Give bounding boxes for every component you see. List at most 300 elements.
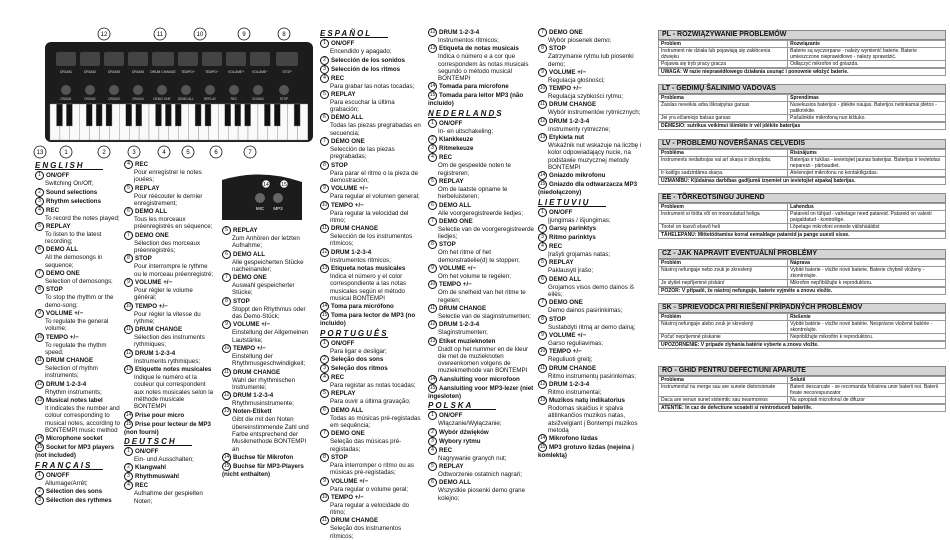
item-number: 11 xyxy=(321,225,328,232)
item-title: Buchse für Mikrofon xyxy=(233,454,294,462)
item-title: TEMPO +/− xyxy=(331,201,364,209)
item-title: DEMO ONE xyxy=(331,138,365,146)
item-number: 7 xyxy=(124,231,133,240)
deutsch-heading: DEUTSCH xyxy=(124,438,192,446)
item-description: All the demosongs in sequence; xyxy=(45,254,103,269)
item-description: Om het ritme of het demonstratielie(d) te stoppen; xyxy=(438,249,520,264)
item-title: Seleção dos ritmos xyxy=(331,365,388,373)
panel-button-label: STOP xyxy=(282,70,292,74)
item-number: 6 xyxy=(428,201,437,210)
item-number: 6 xyxy=(124,207,133,216)
list-item xyxy=(35,333,120,342)
item-description: Para grabar las notas tocadas; xyxy=(330,82,415,90)
list-item xyxy=(320,74,424,83)
item-number: 2 xyxy=(428,428,437,437)
list-item xyxy=(538,84,650,93)
list-item xyxy=(538,68,650,77)
table-row xyxy=(659,280,946,287)
item-description: Selectie van de voorgeregistreerde liedjes; xyxy=(438,225,534,241)
item-title: Socket for MP3 players (not included) xyxy=(35,444,115,460)
black-key xyxy=(106,104,112,126)
item-description: Allumage/Arrêt; xyxy=(45,479,88,487)
item-title: ON/OFF xyxy=(331,339,355,347)
item-title: DRUM CHANGE xyxy=(439,305,487,313)
list-item xyxy=(538,44,650,53)
table-cell: Nu apropiati microfonul de difuzor xyxy=(788,397,946,404)
item-number: 12 xyxy=(223,392,230,399)
item-description: Todas as músicas pré-registadas em sequência; xyxy=(330,414,421,430)
black-key xyxy=(96,104,102,126)
item-description: It indicates the number and colour corresponding to musical notes, according to BONTEMPI music method xyxy=(45,405,120,434)
panel-button-label: TEMPO− xyxy=(204,70,220,74)
list-item xyxy=(428,28,534,37)
item-title: Aansluiting voor MP3-lezer (niet ingesloten) xyxy=(428,384,534,400)
column-header: Risinājums xyxy=(788,150,946,157)
item-title: REPLAY xyxy=(46,223,71,231)
item-number: 11 xyxy=(429,304,436,311)
table-row xyxy=(659,157,946,170)
item-description: Alle gespeicherten Stücke nacheinander; xyxy=(232,258,304,273)
list-item xyxy=(35,471,120,480)
item-title: DEMO ONE xyxy=(549,29,583,37)
item-number: 10 xyxy=(321,201,328,208)
item-title: REPLAY xyxy=(135,184,160,192)
panel-button-label: DRUM4 xyxy=(131,70,145,74)
list-item xyxy=(124,184,214,193)
panel-button-label: VOLUME+ xyxy=(227,70,245,74)
black-key xyxy=(205,104,211,126)
list-item xyxy=(35,487,120,496)
item-number: 4 xyxy=(320,74,329,83)
table-row xyxy=(659,211,946,224)
item-number: 13 xyxy=(321,265,328,272)
item-number: 13 xyxy=(429,337,436,344)
item-title: DRUM CHANGE xyxy=(135,326,183,334)
item-title: DRUM 1-2-3-4 xyxy=(439,321,480,329)
item-title: ON/OFF xyxy=(331,40,355,48)
table-title: CZ - JAK NAPRAVIT EVENTUÁLNÍ PROBLÉMY xyxy=(658,249,946,259)
list-item xyxy=(222,462,314,478)
item-description: Paklausyti įrašo; xyxy=(548,267,594,275)
deutsch-list xyxy=(124,447,214,505)
table-row xyxy=(659,170,946,177)
callout-number: 8 xyxy=(282,32,286,38)
column-header: Sprendimas xyxy=(788,95,946,102)
item-description: Demo dainos pasirinkimas; xyxy=(548,307,623,315)
item-title: DEMO ONE xyxy=(233,274,267,282)
list-item xyxy=(428,411,534,420)
list-item xyxy=(538,28,650,37)
list-item xyxy=(428,320,534,329)
item-description: Įjungimas / išjungimas; xyxy=(548,216,611,224)
list-item xyxy=(35,285,120,294)
table-cell: Instrument ei tööta või on moonutatud heliga xyxy=(659,211,788,224)
item-title: REPLAY xyxy=(439,178,464,186)
column-header: Probleem xyxy=(659,204,788,211)
item-number: 15 xyxy=(321,312,328,319)
list-item xyxy=(124,207,214,216)
item-number: 4 xyxy=(124,481,133,490)
item-title: TEMPO +/− xyxy=(439,281,472,289)
lietuviu-list xyxy=(538,208,650,460)
item-number: 12 xyxy=(539,117,546,124)
item-description: Wybór piosenek demo; xyxy=(548,37,612,44)
list-item xyxy=(538,443,650,459)
item-title: ON/OFF xyxy=(46,172,70,180)
svg-text:15: 15 xyxy=(281,182,287,188)
list-item xyxy=(428,375,534,384)
item-number: 1 xyxy=(320,39,329,48)
item-description: Einstellung der Allgemeinen Lautstärke; xyxy=(232,329,309,344)
list-item xyxy=(320,65,424,74)
item-description: Rodomas skaičius ir spalva atitinkančios muzikos natas, atsižvelgiant į Bontempi muzikos metodą xyxy=(548,405,638,435)
item-title: Sélection des rythmes xyxy=(46,497,112,505)
table-row xyxy=(659,397,946,404)
item-number: 7 xyxy=(538,28,547,37)
list-item xyxy=(428,153,534,162)
item-title: STOP xyxy=(439,241,456,249)
item-number: 2 xyxy=(35,188,44,197)
panel-button-label: DEMO ALL xyxy=(178,97,194,101)
black-key xyxy=(126,104,132,126)
panel-button-label: DRUM1 xyxy=(59,70,73,74)
item-title: REC xyxy=(331,374,345,382)
item-title: Gniazdo mikrofonu xyxy=(549,172,606,180)
item-description: Seleção das músicas pré-registadas; xyxy=(330,438,402,453)
item-number: 9 xyxy=(320,477,329,486)
callout-number: 4 xyxy=(162,150,166,156)
list-item xyxy=(35,197,120,206)
panel-button-label: VOLUME− xyxy=(251,70,269,74)
item-title: Toma para lector de MP3 (no incluido) xyxy=(320,312,416,328)
item-number: 8 xyxy=(428,240,437,249)
item-title: Mikrofono lizdas xyxy=(549,435,598,443)
list-item xyxy=(538,396,650,405)
item-number: 11 xyxy=(321,517,328,524)
item-description: Para regular a velocidade do ritmo; xyxy=(330,501,410,517)
item-title: DRUM 1-2-3-4 xyxy=(331,248,372,256)
item-title: Wybór dźwięków xyxy=(439,428,489,436)
item-description: Para regular o volume geral; xyxy=(330,485,409,493)
table-row xyxy=(659,321,946,334)
table-cell: Daca are venun sunet sistemtic sau nearmonios xyxy=(659,397,788,404)
item-title: DRUM 1-2-3-4 xyxy=(549,117,590,125)
table-row xyxy=(659,267,946,280)
item-number: 12 xyxy=(321,248,328,255)
item-title: STOP xyxy=(46,286,63,294)
troubleshooting-table xyxy=(658,366,946,412)
item-description: Om de laatste opname te herbeluisteren; xyxy=(438,185,508,201)
item-number: 8 xyxy=(320,161,329,170)
black-key xyxy=(264,104,270,126)
item-title: Tomada para microfone xyxy=(439,83,509,91)
item-number: 11 xyxy=(125,326,132,333)
list-item xyxy=(428,264,534,273)
item-title: ON/OFF xyxy=(549,209,573,216)
black-key xyxy=(195,104,201,126)
table-row xyxy=(659,115,946,122)
list-item xyxy=(428,119,534,128)
item-number: 12 xyxy=(429,321,436,328)
item-title: Wybory rytmu xyxy=(439,437,481,445)
item-number: 12 xyxy=(429,29,436,35)
item-description: Regulacja szybkości rytmu; xyxy=(548,93,623,101)
list-item xyxy=(124,254,214,263)
item-description: Odtworzenie ostatnich nagrań; xyxy=(438,470,522,478)
list-item xyxy=(124,365,214,374)
item-title: REPLAY xyxy=(233,227,258,235)
table-cell: Ir kaitīgs sadzirdāma skaņa. xyxy=(659,170,788,177)
item-description: Rhythmusinstrumente; xyxy=(232,400,294,408)
list-item xyxy=(428,384,534,400)
list-item xyxy=(124,472,214,481)
callout-number: 12 xyxy=(100,32,108,38)
socket-inset-illustration xyxy=(222,172,302,220)
item-number: 1 xyxy=(428,119,437,128)
item-number: 13 xyxy=(539,134,546,141)
item-number: 3 xyxy=(428,437,437,446)
item-number: 5 xyxy=(428,177,437,186)
item-title: DRUM CHANGE xyxy=(331,225,379,233)
item-number: 9 xyxy=(222,320,231,329)
item-title: REPLAY xyxy=(549,259,574,267)
table-cell: Instrument nie działa lub pojawiają się zakłócenia dźwięku xyxy=(659,48,788,61)
item-number: 4 xyxy=(320,373,329,382)
callout-number: 9 xyxy=(242,32,246,38)
list-item xyxy=(428,304,534,313)
item-title: DEMO ALL xyxy=(439,201,472,209)
table-cell: Instruments nedarbojas vai arī skaņa ir izkropļota. xyxy=(659,157,788,170)
item-number: 11 xyxy=(223,368,230,375)
list-item xyxy=(320,311,424,327)
item-description: Pour régler la vitesse du rythme; xyxy=(134,310,201,325)
item-title: VOLUME +/− xyxy=(233,321,271,329)
item-number: 2 xyxy=(538,224,547,233)
column-header: Problēma xyxy=(659,150,788,157)
list-item xyxy=(538,275,650,284)
item-number: 8 xyxy=(538,315,547,324)
callout-number: 2 xyxy=(102,150,106,156)
item-title: REC xyxy=(135,482,149,490)
item-description: Wahl der rhythmischen Instrumente; xyxy=(232,376,296,391)
table-cell: Je slyšet nepříjemné pískání xyxy=(659,280,788,287)
item-description: To listen to the latest recording; xyxy=(45,230,102,246)
item-description: Para registar as notas tocadas; xyxy=(330,382,416,390)
black-key xyxy=(245,104,251,126)
item-title: Toma para micrófono xyxy=(331,303,394,311)
table-title: LV - PROBLĒMU NOVĒRŠANAS CEĻVEDIS xyxy=(658,139,946,149)
list-item xyxy=(35,269,120,278)
item-number: 11 xyxy=(539,364,546,371)
table-cell: Pašalinkite mikrofoną nuo kištuko. xyxy=(788,115,946,122)
table-title: PL - ROZWIĄZYWANIE PROBLEMÓW xyxy=(658,30,946,40)
list-item xyxy=(538,171,650,180)
item-description: Sélection des morceaux préenregistrés; xyxy=(134,239,201,255)
item-number: 3 xyxy=(428,144,437,153)
list-item xyxy=(320,477,424,486)
item-number: 7 xyxy=(222,273,231,282)
item-description: Pour régler le volume général; xyxy=(134,286,193,302)
item-description: Instruments rythmiques; xyxy=(134,357,201,365)
list-item xyxy=(124,420,214,436)
list-item xyxy=(538,117,650,126)
item-description: Para regular la velocidad del ritmo; xyxy=(330,209,409,224)
item-number: 12 xyxy=(125,349,132,356)
item-number: 3 xyxy=(320,65,329,74)
item-title: TEMPO +/− xyxy=(233,345,266,353)
item-title: REPLAY xyxy=(331,91,356,99)
francais-continued-section xyxy=(124,160,214,505)
item-title: DRUM 1-2-3-4 xyxy=(439,29,480,37)
item-title: DEMO ONE xyxy=(439,218,473,225)
list-item xyxy=(320,373,424,382)
list-item xyxy=(320,493,424,502)
item-number: 12 xyxy=(539,380,546,387)
item-description: Ein- und Ausschalten; xyxy=(134,456,194,464)
item-number: 5 xyxy=(428,462,437,471)
item-number: 15 xyxy=(36,444,43,451)
item-title: DRUM 1-2-3-4 xyxy=(233,392,274,400)
item-title: DRUM CHANGE xyxy=(549,364,597,372)
black-key xyxy=(165,104,171,126)
list-item xyxy=(320,56,424,65)
item-number: 3 xyxy=(320,364,329,373)
portugues-heading: PORTUGUÊS xyxy=(320,328,389,338)
item-number: 4 xyxy=(124,160,133,169)
column-header: Náprava xyxy=(788,260,946,267)
list-item xyxy=(35,222,120,231)
item-title: REC xyxy=(135,161,149,169)
list-item xyxy=(124,325,214,334)
item-number: 1 xyxy=(35,471,44,480)
table-cell: Atvienojiet mikrofonu no kontaktligzdas. xyxy=(788,170,946,177)
item-number: 15 xyxy=(429,92,436,99)
nederlands-list xyxy=(428,119,534,400)
table-row xyxy=(659,224,946,231)
item-number: 10 xyxy=(223,344,230,351)
item-number: 14 xyxy=(429,375,436,382)
table-cell: Pojawia się tryb pracy gracza xyxy=(659,61,788,68)
item-number: 6 xyxy=(428,478,437,487)
troubleshooting-table xyxy=(658,139,946,185)
item-number: 5 xyxy=(35,222,44,231)
list-item xyxy=(538,347,650,356)
item-number: 10 xyxy=(321,493,328,500)
item-title: Tomada para leitor MP3 (não incluído) xyxy=(428,92,524,108)
black-key xyxy=(86,104,92,126)
item-description: Om het volume te regelen; xyxy=(438,273,511,281)
item-description: Para ligar e desligar; xyxy=(330,347,387,355)
column-header: Problem xyxy=(659,41,788,48)
item-number: 6 xyxy=(538,275,547,284)
list-item xyxy=(124,411,214,420)
list-item xyxy=(428,91,534,107)
item-number: 5 xyxy=(320,90,329,99)
list-item xyxy=(428,44,534,53)
list-item xyxy=(428,337,534,346)
list-item xyxy=(35,171,120,180)
panel-button-label: STOP xyxy=(279,97,289,101)
item-number: 6 xyxy=(320,113,329,122)
item-number: 2 xyxy=(428,135,437,144)
english-heading: ENGLISH xyxy=(35,162,103,170)
item-description: Wskaźnik nut wskazuje na liczbę i kolor odpowiadający nucie, na podstawie muzycznej metody BONTEMPI xyxy=(548,142,642,171)
item-number: 9 xyxy=(538,331,547,340)
column-header: Solutii xyxy=(788,377,946,384)
item-title: Sound selections xyxy=(46,188,98,196)
item-title: DEMO ALL xyxy=(331,406,364,414)
item-title: DRUM CHANGE xyxy=(549,101,597,109)
list-item xyxy=(222,368,314,377)
item-description: Para interromper o ritmo ou as músicas pré-registadas; xyxy=(330,461,414,477)
callout-number: 11 xyxy=(156,32,164,38)
item-number: 1 xyxy=(428,411,437,420)
item-description: Duidt op het nummer en de kleur die met de muzieknoten overeenkomen volgens de muziekmethode van BONTEMPI xyxy=(438,345,529,375)
item-number: 5 xyxy=(538,258,547,267)
list-item xyxy=(538,208,650,217)
table-cell: Baterie są wyczerpane - należy wymienić baterie. Baterie umieszczone nieprawidłowo - należy sprawdzić. xyxy=(788,48,946,61)
table-cell: Mikrofon nepřibližujte k reproduktoru. xyxy=(788,280,946,287)
list-item xyxy=(124,447,214,456)
item-number: 13 xyxy=(429,45,436,52)
list-item xyxy=(35,245,120,254)
table-note: UPOZORNENIE: V prípade zlyhania batérie vyberte a znovu vložte. xyxy=(658,341,946,349)
list-item xyxy=(320,406,424,415)
item-number: 13 xyxy=(36,397,43,404)
item-title: Microphone socket xyxy=(46,435,103,443)
table-note: UZMANĪBU: Kļūdainas darbības gadījumā izņemiet un ievietojiet atpakaļ baterijas. xyxy=(658,177,946,185)
item-number: 10 xyxy=(125,302,132,309)
item-number: 14 xyxy=(125,411,132,418)
table-cell: Tootel on kasvõ ebavõ heli xyxy=(659,224,788,231)
list-item xyxy=(124,160,214,169)
table-note: DĖMESIO: sutrikus veikimui išimkite ir vėl įdėkite baterijas xyxy=(658,122,946,130)
item-description: Selección de las piezas pregrabadas; xyxy=(330,146,395,161)
item-title: VOLUME +/− xyxy=(46,310,84,318)
item-description: Instrumenty rytmiczne; xyxy=(548,125,611,133)
list-item xyxy=(35,496,120,505)
espanol-section xyxy=(320,28,424,540)
item-title: Gniazdo dla odtwarzacza MP3 (niedołączony) xyxy=(538,181,638,197)
list-item xyxy=(320,248,424,257)
list-item xyxy=(538,380,650,389)
table-cell: Vybité baterie - vložte nové baterie. Baterie chybně vloženy - zkontrolujte. xyxy=(788,267,946,280)
item-title: TEMPO +/− xyxy=(549,85,582,93)
list-item xyxy=(428,428,534,437)
list-item xyxy=(35,434,120,443)
item-number: 8 xyxy=(320,453,329,462)
item-number: 3 xyxy=(35,197,44,206)
list-item xyxy=(35,206,120,215)
item-number: 2 xyxy=(35,487,44,496)
item-title: Muzikos natų indikatorius xyxy=(549,397,625,405)
item-number: 10 xyxy=(429,281,436,288)
keyboard-panel-illustration xyxy=(0,0,318,160)
item-title: ON/OFF xyxy=(135,448,159,456)
list-item xyxy=(124,231,214,240)
item-description: Grojamos visos demo dainos iš eilės; xyxy=(548,283,634,299)
item-number: 15 xyxy=(539,181,546,188)
item-title: DRUM 1-2-3-4 xyxy=(46,380,87,388)
item-description: Selección de los instrumentos rítmicos; xyxy=(330,233,413,248)
item-title: Etiquette notes musicales xyxy=(135,366,212,374)
item-description: Om de gespeelde noten te registreren; xyxy=(438,162,511,177)
item-description: In- en uitschakeling; xyxy=(438,128,494,136)
mic-socket-icon xyxy=(255,193,265,203)
item-description: Zum Anhören der letzten Aufnahme; xyxy=(232,235,300,250)
list-item xyxy=(538,364,650,373)
column-header: Riešenie xyxy=(788,314,946,321)
